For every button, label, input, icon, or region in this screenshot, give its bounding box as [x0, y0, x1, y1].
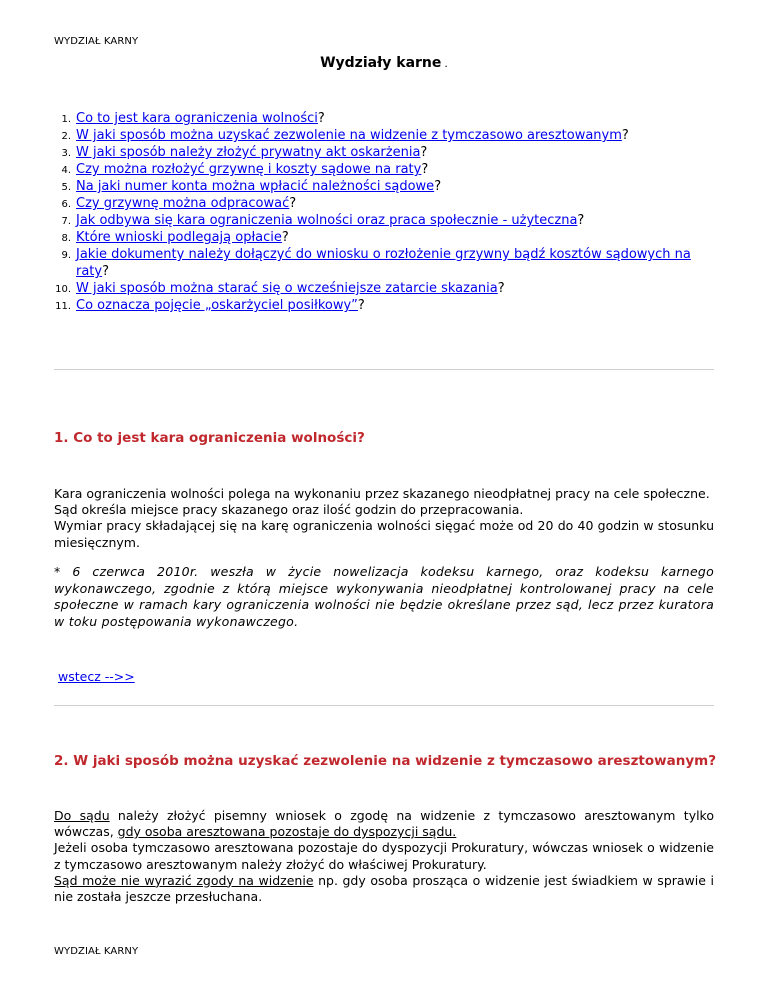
toc-number: 3.: [61, 148, 71, 159]
toc-link[interactable]: W jaki sposób można uzyskać zezwolenie na widzenie z tymczasowo aresztowanym: [76, 128, 622, 143]
toc-item: [54, 229, 714, 246]
toc-suffix: ?: [357, 298, 365, 313]
toc-link[interactable]: Na jaki numer konta można wpłacić należności sądowe: [76, 179, 435, 194]
toc-suffix: ?: [421, 162, 429, 177]
toc-number: 4.: [61, 165, 71, 176]
paragraph-text: np. gdy osoba prosząca o widzenie jest świadkiem w sprawie i nie została jeszcze przesłuchana.: [54, 872, 714, 905]
paragraph-text: należy złożyć pisemny wniosek o zgodę na widzenie z tymczasowo aresztowanym tylko wówczas,: [54, 808, 714, 840]
toc-suffix: ?: [621, 128, 629, 143]
title-text: Wydziały karne: [320, 55, 442, 71]
toc-item: [54, 297, 714, 314]
underlined-phrase: Do sądu: [54, 808, 110, 823]
paragraph-line: Sąd określa miejsce pracy skazanego oraz ilość godzin do przepracowania.: [54, 502, 524, 518]
running-footer: WYDZIAŁ KARNY: [54, 946, 139, 957]
toc-link[interactable]: Co oznacza pojęcie „oskarżyciel posiłkowy”: [76, 298, 358, 313]
toc-link[interactable]: Które wnioski podlegają opłacie: [76, 230, 282, 245]
toc-link[interactable]: W jaki sposób należy złożyć prywatny akt oskarżenia: [76, 145, 421, 160]
toc-number: 5.: [61, 182, 71, 193]
section-2-paragraph: [54, 808, 714, 905]
toc-number: 1.: [61, 114, 71, 125]
toc-item: [54, 161, 714, 178]
running-header: WYDZIAŁ KARNY: [54, 36, 139, 47]
section-divider: [54, 369, 714, 370]
toc-link[interactable]: Jakie dokumenty należy dołączyć do wniosku o rozłożenie grzywny bądź kosztów sądowych na raty: [76, 247, 691, 279]
toc-suffix: ?: [577, 213, 585, 228]
toc-number: 7.: [61, 216, 71, 227]
toc-item: [54, 178, 714, 195]
back-link[interactable]: wstecz -->>: [58, 669, 135, 684]
toc-link[interactable]: W jaki sposób można starać się o wcześniejsze zatarcie skazania: [76, 281, 498, 296]
toc-item: [54, 246, 714, 280]
underlined-phrase: Sąd może nie wyrazić zgody na widzenie: [54, 872, 314, 888]
toc-link[interactable]: Czy grzywnę można odpracować: [76, 196, 290, 211]
toc-suffix: ?: [434, 179, 442, 194]
table-of-contents: [54, 110, 714, 314]
toc-item: [54, 110, 714, 127]
toc-link[interactable]: Jak odbywa się kara ograniczenia wolności oraz praca społecznie - użyteczna: [76, 213, 578, 228]
underlined-phrase: gdy osoba aresztowana pozostaje do dyspozycji sądu.: [117, 824, 457, 840]
toc-number: 11.: [55, 301, 71, 312]
toc-number: 10.: [55, 284, 71, 295]
toc-item: [54, 127, 714, 144]
section-1-paragraph: [54, 486, 714, 551]
toc-link[interactable]: Czy można rozłożyć grzywnę i koszty sądowe na raty: [76, 162, 422, 177]
toc-suffix: ?: [102, 264, 110, 279]
toc-number: 2.: [61, 131, 71, 142]
toc-item: [54, 212, 714, 229]
toc-number: 9.: [61, 250, 71, 261]
paragraph-text: Jeżeli osoba tymczasowo aresztowana pozostaje do dyspozycji Prokuratury, wówczas wniosek o widzenie z tymczasowo aresztowanym należy złożyć do właściwej Prokuratury.: [54, 840, 714, 872]
section-heading-1: 1. Co to jest kara ograniczenia wolności?: [54, 430, 365, 446]
paragraph-line: Wymiar pracy składającej się na karę ograniczenia wolności sięgać może od 20 do 40 godzin w stosunku miesięcznym.: [54, 518, 714, 550]
amendment-note: * 6 czerwca 2010r. weszła w życie nowelizacja kodeksu karnego, oraz kodeksu karnego wykonawczego, zgodnie z którą miejsce wykonywania nieodpłatnej kontrolowanej pracy na cele społeczne w ramach kary ograniczenia wolności nie będzie określane przez sąd, lecz przez kuratora w toku postępowania wykonawczego.: [54, 564, 714, 629]
toc-item: [54, 195, 714, 212]
toc-suffix: ?: [317, 111, 325, 126]
page-title: [0, 55, 768, 71]
toc-number: 6.: [61, 199, 71, 210]
toc-item: [54, 280, 714, 297]
section-divider: [54, 705, 714, 706]
paragraph-line: Kara ograniczenia wolności polega na wykonaniu przez skazanego nieodpłatnej pracy na cele społeczne.: [54, 486, 710, 501]
toc-suffix: ?: [420, 145, 428, 160]
title-suffix: .: [444, 57, 448, 70]
toc-suffix: ?: [497, 281, 505, 296]
section-heading-2: 2. W jaki sposób można uzyskać zezwolenie na widzenie z tymczasowo aresztowanym?: [54, 753, 717, 769]
toc-item: [54, 144, 714, 161]
toc-number: 8.: [61, 233, 71, 244]
toc-suffix: ?: [281, 230, 289, 245]
toc-suffix: ?: [289, 196, 297, 211]
toc-link[interactable]: Co to jest kara ograniczenia wolności: [76, 111, 318, 126]
